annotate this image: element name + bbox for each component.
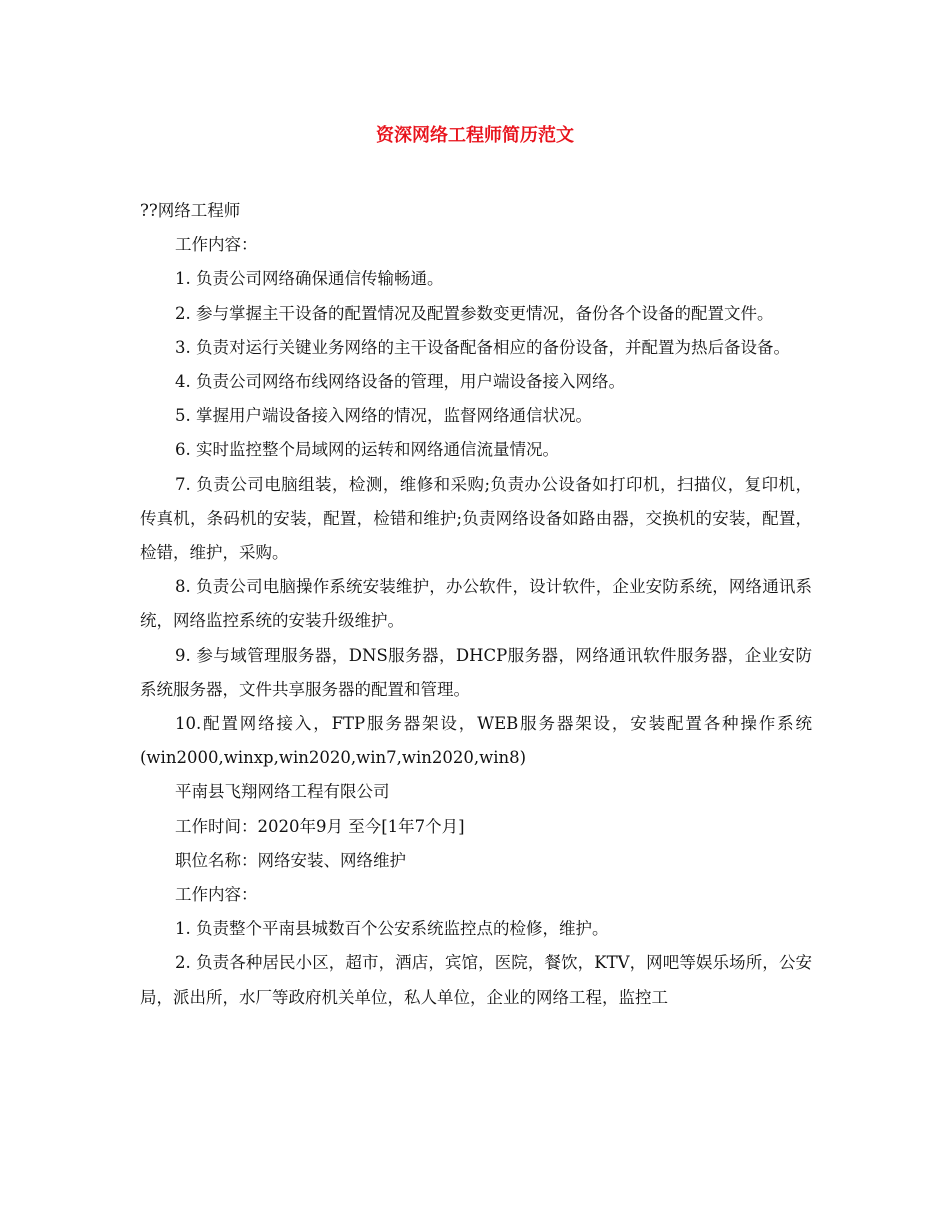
paragraph: 9. 参与域管理服务器，DNS服务器，DHCP服务器，网络通讯软件服务器，企业安防系统服务器，文件共享服务器的配置和管理。 [140, 645, 812, 699]
paragraph: 1. 负责整个平南县城数百个公安系统监控点的检修，维护。 [175, 919, 609, 939]
document-title: 资深网络工程师简历范文 [376, 125, 574, 146]
paragraph: 1. 负责公司网络确保通信传输畅通。 [175, 269, 444, 289]
paragraph: 5. 掌握用户端设备接入网络的情况，监督网络通信状况。 [175, 406, 592, 426]
paragraph: 平南县飞翔网络工程有限公司 [175, 782, 390, 802]
paragraph: 2. 参与掌握主干设备的配置情况及配置参数变更情况，备份各个设备的配置文件。 [175, 303, 774, 323]
paragraph: 6. 实时监控整个局域网的运转和网络通信流量情况。 [175, 440, 559, 460]
paragraph: ??网络工程师 [140, 201, 241, 220]
paragraph: 10.配置网络接入，FTP服务器架设，WEB服务器架设，安装配置各种操作系统(win2000,winxp,win2020,win7,win2020,win8) [140, 714, 812, 768]
paragraph: 工作内容： [175, 235, 258, 255]
document-body [140, 194, 812, 1015]
paragraph: 8. 负责公司电脑操作系统安装维护，办公软件，设计软件，企业安防系统，网络通讯系统，网络监控系统的安装升级维护。 [140, 577, 812, 631]
paragraph: 7. 负责公司电脑组装，检测，维修和采购;负责办公设备如打印机，扫描仪，复印机，传真机，条码机的安装，配置，检错和维护;负责网络设备如路由器，交换机的安装，配置，检错，维护，采购。 [140, 474, 812, 563]
paragraph: 职位名称：网络安装、网络维护 [175, 850, 406, 870]
paragraph: 3. 负责对运行关键业务网络的主干设备配备相应的备份设备，并配置为热后备设备。 [175, 337, 790, 357]
paragraph: 工作时间：2020年9月 至今[1年7个月] [175, 816, 465, 836]
paragraph: 2. 负责各种居民小区，超市，酒店，宾馆，医院，餐饮，KTV，网吧等娱乐场所，公安局，派出所，水厂等政府机关单位，私人单位，企业的网络工程，监控工 [140, 953, 812, 1007]
paragraph: 工作内容： [175, 885, 258, 905]
paragraph: 4. 负责公司网络布线网络设备的管理，用户端设备接入网络。 [175, 372, 625, 392]
